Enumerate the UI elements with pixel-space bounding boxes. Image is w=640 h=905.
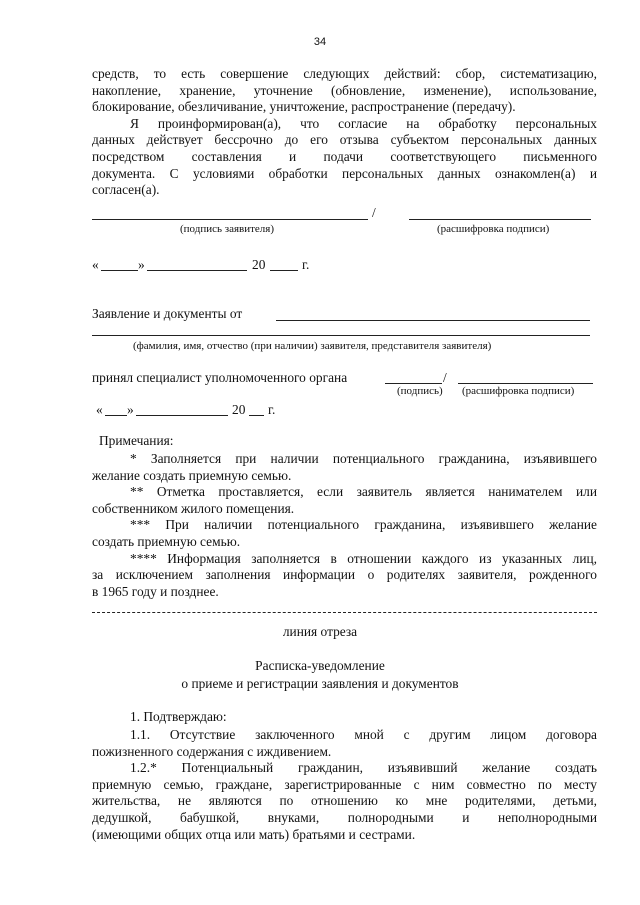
signature-decoding-line[interactable] bbox=[409, 219, 591, 220]
note-line: *** При наличии потенциального гражданина, изъявившего желание bbox=[130, 517, 597, 533]
cut-line-label: линия отреза bbox=[282, 624, 358, 639]
date2-year-prefix: 20 bbox=[232, 402, 246, 417]
date-month-field[interactable] bbox=[147, 270, 247, 271]
submission-label: Заявление и документы от bbox=[92, 306, 243, 321]
date-close-quote: » bbox=[138, 257, 145, 272]
cut-dashed-line bbox=[92, 612, 597, 613]
notes-title: Примечания: bbox=[99, 433, 174, 448]
text-line: посредством составления и подачи соответствующего письменного bbox=[92, 148, 597, 164]
submitter-name-field-2[interactable] bbox=[92, 335, 590, 336]
text-line: данных действует бессрочно до его отзыва субъектом персональных данных bbox=[92, 132, 597, 148]
receipt-subtitle: о приеме и регистрации заявления и документов bbox=[181, 676, 459, 691]
fio-caption: (фамилия, имя, отчество (при наличии) заявителя, представителя заявителя) bbox=[133, 340, 492, 352]
signature-caption: (подпись заявителя) bbox=[180, 223, 275, 235]
date2-close-quote: » bbox=[127, 402, 134, 417]
date-year-prefix: 20 bbox=[252, 257, 266, 272]
note-line: создать приемную семью. bbox=[92, 533, 241, 549]
note-line: за исключением заполнения информации о родителях заявителя, рожденного bbox=[92, 567, 597, 583]
signature-slash: / bbox=[372, 205, 376, 220]
sign-caption: (подпись) bbox=[397, 385, 443, 397]
decoding-caption: (расшифровка подписи) bbox=[437, 223, 550, 235]
specialist-decoding-field[interactable] bbox=[458, 383, 593, 384]
note-line: в 1965 году и позднее. bbox=[92, 583, 219, 599]
notes-block bbox=[92, 451, 597, 600]
date2-day-field[interactable] bbox=[105, 415, 127, 416]
specialist-decoding-caption: (расшифровка подписи) bbox=[462, 385, 575, 397]
receipt-line: приемную семью, граждане, зарегистрированные с ним совместно по месту bbox=[92, 776, 597, 792]
note-line: ** Отметка проставляется, если заявитель является нанимателем или bbox=[130, 484, 597, 500]
receipt-line: дедушкой, бабушкой, внуками, полнородными и неполнородными bbox=[92, 809, 597, 825]
receipt-line: 1.1. Отсутствие заключенного мной с другим лицом договора bbox=[130, 727, 597, 742]
date-day-field[interactable] bbox=[101, 270, 138, 271]
note-line: **** Информация заполняется в отношении каждого из указанных лиц, bbox=[130, 550, 597, 566]
accepted-label: принял специалист уполномоченного органа bbox=[92, 370, 348, 385]
specialist-slash: / bbox=[443, 370, 447, 385]
text-line: документа. С условиями обработки персональных данных ознакомлен(а) и bbox=[92, 165, 597, 181]
date-year-suffix: г. bbox=[302, 257, 310, 272]
submitter-name-field[interactable] bbox=[276, 320, 590, 321]
receipt-line: 1.2.* Потенциальный гражданин, изъявивший желание создать bbox=[130, 760, 597, 776]
text-line: Я проинформирован(а), что согласие на обработку персональных bbox=[130, 115, 597, 131]
date2-year-field[interactable] bbox=[249, 415, 264, 416]
receipt-body bbox=[92, 727, 597, 843]
note-line: * Заполняется при наличии потенциального гражданина, изъявившего bbox=[130, 451, 597, 466]
note-line: собственником жилого помещения. bbox=[92, 500, 295, 516]
confirm-label: 1. Подтверждаю: bbox=[130, 709, 227, 724]
text-line: согласен(а). bbox=[92, 182, 160, 198]
date-year-field[interactable] bbox=[270, 270, 298, 271]
date-open-quote: « bbox=[92, 257, 99, 272]
text-line: блокирование, обезличивание, уничтожение, распространение (передачу). bbox=[92, 99, 516, 115]
receipt-title: Расписка-уведомление bbox=[255, 658, 385, 673]
page-number: 34 bbox=[313, 36, 327, 48]
note-line: желание создать приемную семью. bbox=[92, 467, 292, 483]
receipt-line: жительства, не являются по отношению ко мне родителями, детьми, bbox=[92, 793, 597, 809]
date2-open-quote: « bbox=[96, 402, 103, 417]
receipt-line: (имеющими общих отца или мать) братьями и сестрами. bbox=[92, 826, 416, 842]
date2-year-suffix: г. bbox=[268, 402, 276, 417]
signature-line[interactable] bbox=[92, 219, 368, 220]
consent-paragraph bbox=[92, 66, 597, 199]
specialist-sign-field[interactable] bbox=[385, 383, 442, 384]
date2-month-field[interactable] bbox=[136, 415, 228, 416]
text-line: средств, то есть совершение следующих действий: сбор, систематизацию, bbox=[92, 66, 597, 81]
receipt-line: пожизненного содержания с иждивением. bbox=[92, 743, 332, 759]
text-line: накопление, хранение, уточнение (обновление, изменение), использование, bbox=[92, 82, 597, 98]
